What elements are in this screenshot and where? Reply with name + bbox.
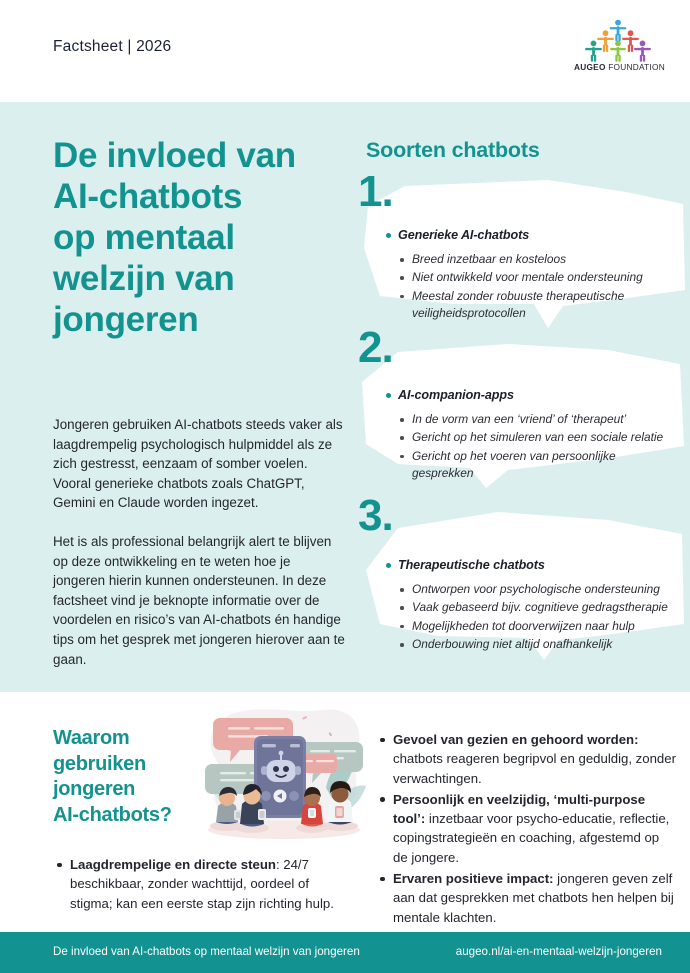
list-item-rest: chatbots reageren begripvol en geduldig, zonder verwachtingen. bbox=[393, 751, 676, 786]
list-item: Mogelijkheden tot doorverwijzen naar hulp bbox=[412, 618, 678, 635]
bullet-dot-icon bbox=[386, 563, 391, 568]
type-card-1-title: Generieke AI-chatbots bbox=[398, 228, 530, 242]
why-heading-line-2: gebruiken bbox=[53, 752, 146, 775]
page-title bbox=[53, 135, 353, 340]
page-title-line-4: welzijn van bbox=[53, 259, 235, 298]
list-item-lead: Laagdrempelige en directe steun bbox=[70, 857, 276, 872]
intro-copy bbox=[53, 415, 345, 669]
augeo-logo bbox=[574, 18, 665, 82]
list-item: Gericht op het voeren van persoonlijke gesprekken bbox=[412, 448, 678, 483]
intro-paragraph-2: Het is als professional belangrijk alert te blijven op deze ontwikkeling en te weten hoe je jongeren hierin kunnen ondersteunen. In deze factsheet vind je beknopte informatie over de voordelen en risico’s van AI-chatbots én handige tips om het gesprek met jongeren hierover aan te gaan. bbox=[53, 533, 345, 667]
type-card-2-title: AI-companion-apps bbox=[398, 388, 514, 402]
type-card-3-list bbox=[386, 581, 678, 654]
list-item: In de vorm van een ‘vriend’ of ‘therapeut’ bbox=[412, 411, 678, 428]
page-title-line-3: op mentaal bbox=[53, 218, 235, 257]
factsheet-label: Factsheet | 2026 bbox=[53, 38, 172, 55]
page-title-line-2: AI-chatbots bbox=[53, 177, 243, 216]
why-heading-line-4: AI-chatbots? bbox=[53, 803, 172, 826]
why-right-bullets bbox=[376, 730, 676, 929]
intro-paragraph-1: Jongeren gebruiken AI-chatbots steeds vaker als laagdrempelig psychologisch hulpmiddel als ze zich gestresst, eenzaam of somber voelen. Vooral generieke chatbots zoals ChatGPT, Gemini en Claude worden ingezet. bbox=[53, 417, 343, 511]
hero-title-block bbox=[53, 135, 353, 340]
why-heading-line-3: jongeren bbox=[53, 778, 136, 800]
augeo-logo-text-rest: FOUNDATION bbox=[605, 62, 665, 72]
why-heading bbox=[53, 726, 218, 828]
type-card-2-title-row bbox=[386, 388, 678, 402]
type-card-2-list bbox=[386, 411, 678, 483]
list-item: Gericht op het simuleren van een sociale relatie bbox=[412, 429, 678, 446]
type-card-2-number: 2. bbox=[358, 323, 393, 372]
type-card-1-title-row bbox=[386, 228, 676, 242]
page-footer bbox=[0, 932, 690, 973]
type-card-1-list bbox=[386, 251, 676, 323]
bullet-dot-icon bbox=[386, 393, 391, 398]
type-card-3 bbox=[358, 491, 688, 662]
why-heading-line-1: Waarom bbox=[53, 727, 130, 749]
list-item-rest: jongeren geven zelf aan dat gesprekken met chatbots hen helpen bij mentale klachten. bbox=[393, 871, 674, 925]
page-title-line-1: De invloed van bbox=[53, 136, 296, 175]
type-card-2 bbox=[358, 323, 688, 490]
list-item: Breed inzetbaar en kosteloos bbox=[412, 251, 676, 268]
bullet-dot-icon bbox=[386, 233, 391, 238]
type-card-3-number: 3. bbox=[358, 491, 393, 540]
type-card-3-title: Therapeutische chatbots bbox=[398, 558, 545, 572]
list-item: Meestal zonder robuuste therapeutische veiligheidsprotocollen bbox=[412, 288, 676, 323]
list-item-lead: Ervaren positieve impact: bbox=[393, 871, 554, 887]
why-left-bullets bbox=[53, 855, 353, 915]
footer-url[interactable]: augeo.nl/ai-en-mentaal-welzijn-jongeren bbox=[455, 945, 662, 958]
list-item: Niet ontwikkeld voor mentale ondersteuning bbox=[412, 269, 676, 286]
list-item-rest: : 24/7 beschikbaar, zonder wachttijd, oordeel of stigma; kan een eerste stap zijn richting hulp. bbox=[70, 857, 334, 911]
type-card-1-number: 1. bbox=[358, 167, 393, 216]
list-item: Ontworpen voor psychologische ondersteuning bbox=[412, 581, 678, 598]
type-card-3-title-row bbox=[386, 558, 678, 572]
list-item bbox=[393, 790, 676, 867]
augeo-logo-figures-icon bbox=[574, 18, 662, 62]
list-item bbox=[393, 730, 676, 788]
youth-with-phones-chatbot-illustration bbox=[198, 702, 368, 850]
types-heading: Soorten chatbots bbox=[366, 138, 540, 162]
list-item bbox=[70, 855, 353, 913]
list-item bbox=[393, 869, 676, 927]
augeo-logo-text-bold: AUGEO bbox=[574, 62, 606, 72]
footer-title: De invloed van AI-chatbots op mentaal welzijn van jongeren bbox=[53, 945, 360, 958]
page-title-line-5: jongeren bbox=[53, 300, 199, 339]
list-item: Onderbouwing niet altijd onafhankelijk bbox=[412, 636, 678, 653]
list-item-lead: Persoonlijk en veelzijdig, ‘multi-purpose tool’: bbox=[393, 791, 646, 827]
list-item-lead: Gevoel van gezien en gehoord worden: bbox=[393, 732, 639, 747]
list-item-rest: inzetbaar voor psycho-educatie, reflectie, copingstrategieën en coaching, afgestemd op de jongere. bbox=[393, 811, 670, 865]
augeo-logo-text bbox=[574, 62, 665, 72]
page-header bbox=[0, 0, 690, 102]
list-item: Vaak gebaseerd bijv. cognitieve gedragstherapie bbox=[412, 599, 678, 616]
type-card-1 bbox=[358, 167, 688, 330]
